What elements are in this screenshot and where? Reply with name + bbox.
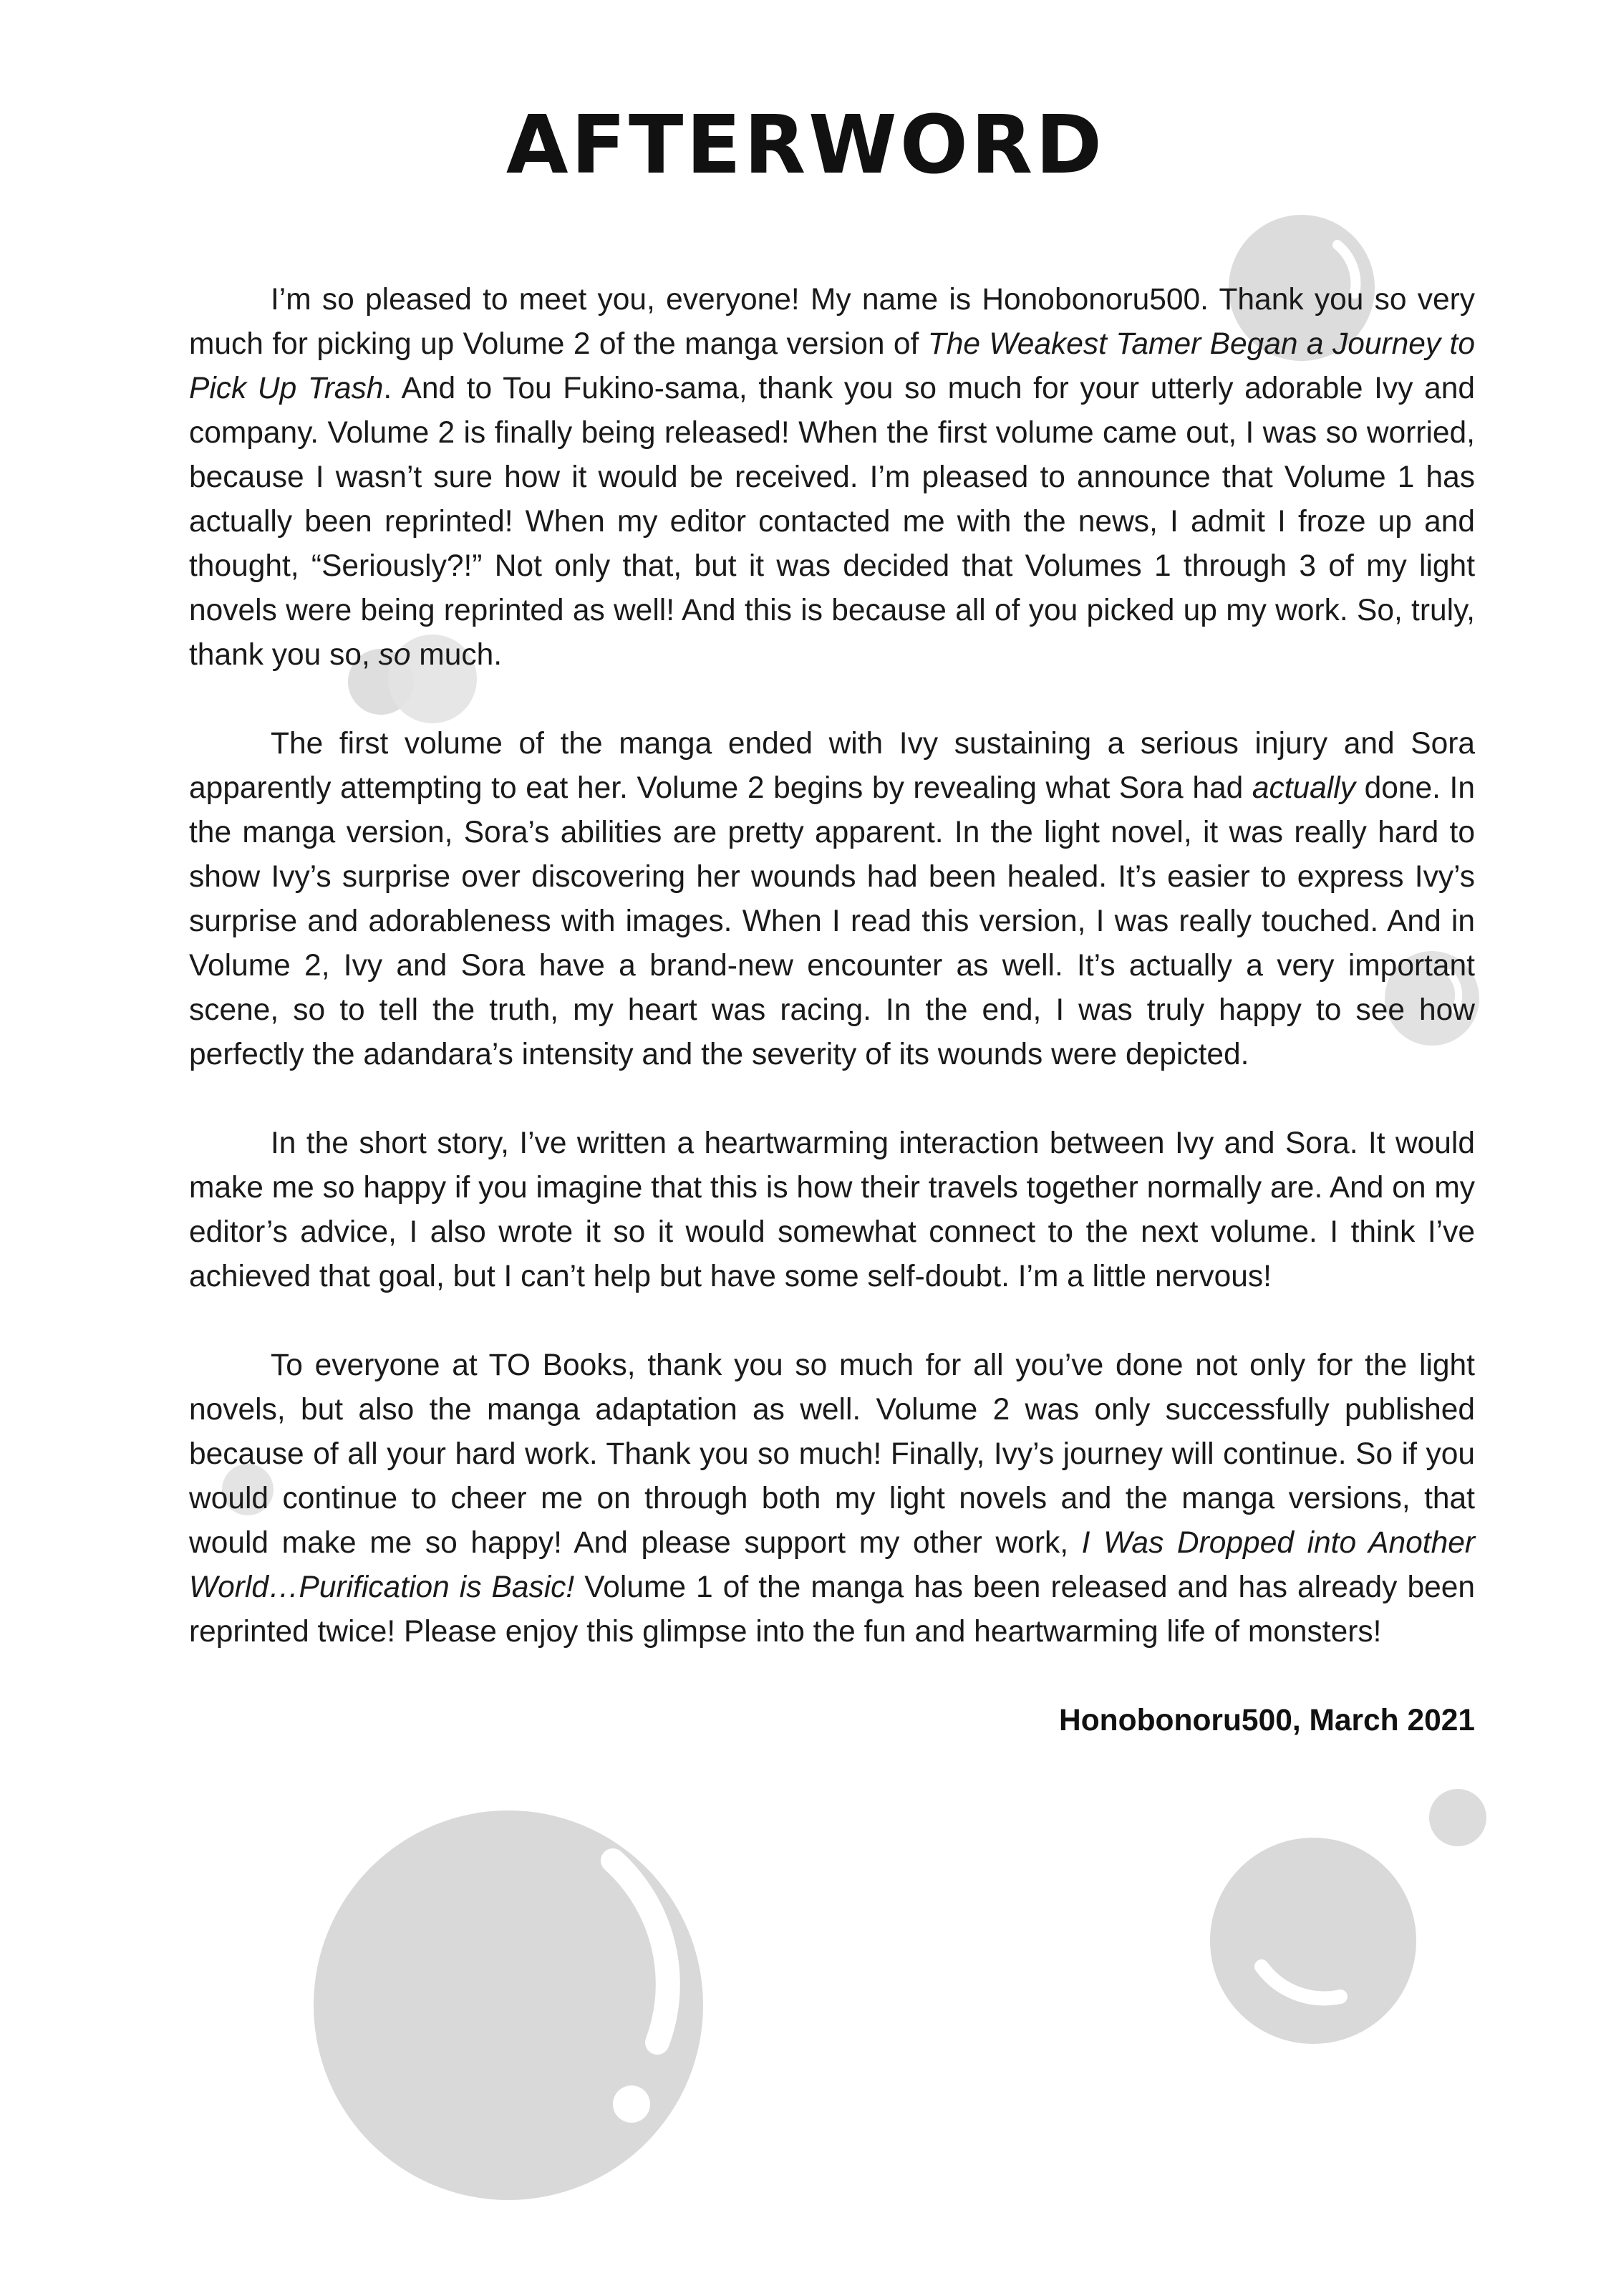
- paragraph-2-emphasis: actually: [1252, 771, 1355, 805]
- paragraph-4-text-2: Volume 1 of the manga has been released and has already been reprinted twice! Please enjoy this glimpse into the fun and heartwarming life of monsters!: [189, 1571, 1475, 1649]
- paragraph-1-emphasis: so: [378, 638, 411, 672]
- paragraph-3: [189, 1122, 1475, 1299]
- paragraph-4-text-1: To everyone at TO Books, thank you so much for all you’ve done not only for the light novels, but also the manga adaptation as well. Volume 2 was only successfully published because of all your hard work. Thank you so much! Finally, Ivy’s journey will continue. So if you would continue to cheer me on through both my light novels and the manga versions, that would make me so happy! And please support my other work,: [189, 1349, 1475, 1560]
- paragraph-1: [189, 278, 1475, 677]
- paragraph-1-text-3: much.: [410, 638, 503, 672]
- paragraph-4-book-title: I Was Dropped into Another World…Purification is Basic!: [189, 1526, 1476, 1604]
- paragraph-1-text-1: I’m so pleased to meet you, everyone! My name is Honobonoru500. Thank you so very much for picking up Volume 2 of the manga version of: [189, 283, 1475, 361]
- page-title: AFTERWORD: [505, 99, 1106, 192]
- author-signature: Honobonoru500, March 2021: [1059, 1704, 1475, 1737]
- afterword-body: [189, 278, 1475, 1743]
- bubble-small-right: [1429, 1789, 1486, 1846]
- paragraph-2-text-2: done. In the manga version, Sora’s abilities are pretty apparent. In the light novel, it was really hard to show Ivy’s surprise over discovering her wounds had been healed. It’s easier to express Ivy’s surprise and adorableness with images. When I read this version, I was really touched. And in Volume 2, Ivy and Sora have a brand-new encounter as well. It’s actually a very important scene, so to tell the truth, my heart was racing. In the end, I was truly happy to see how perfectly the adandara’s intensity and the severity of its wounds were depicted.: [189, 771, 1475, 1071]
- paragraph-1-book-title: The Weakest Tamer Began a Journey to Pick Up Trash: [189, 327, 1475, 405]
- paragraph-3-text-1: In the short story, I’ve written a heartwarming interaction between Ivy and Sora. It would make me so happy if you imagine that this is how their travels together normally are. And on my editor’s advice, I also wrote it so it would somewhat connect to the next volume. I think I’ve achieved that goal, but I can’t help but have some self-doubt. I’m a little nervous!: [189, 1127, 1475, 1293]
- paragraph-2: [189, 722, 1475, 1077]
- bubble-large-bottom: [314, 1810, 703, 2200]
- paragraph-4: [189, 1344, 1475, 1654]
- paragraph-2-text-1: The first volume of the manga ended with Ivy sustaining a serious injury and Sora apparently attempting to eat her. Volume 2 begins by revealing what Sora had: [189, 727, 1475, 805]
- paragraph-1-text-2: . And to Tou Fukino-sama, thank you so much for your utterly adorable Ivy and company. Volume 2 is finally being released! When the first volume came out, I was so worried, because I wasn’t sure how it would be received. I’m pleased to announce that Volume 1 has actually been reprinted! When my editor contacted me with the news, I admit I froze up and thought, “Seriously?!” Not only that, but it was decided that Volumes 1 through 3 of my light novels were being reprinted as well! And this is because all of you picked up my work. So, truly, thank you so,: [189, 372, 1476, 672]
- bubble-medium-bottom-right: [1210, 1838, 1416, 2044]
